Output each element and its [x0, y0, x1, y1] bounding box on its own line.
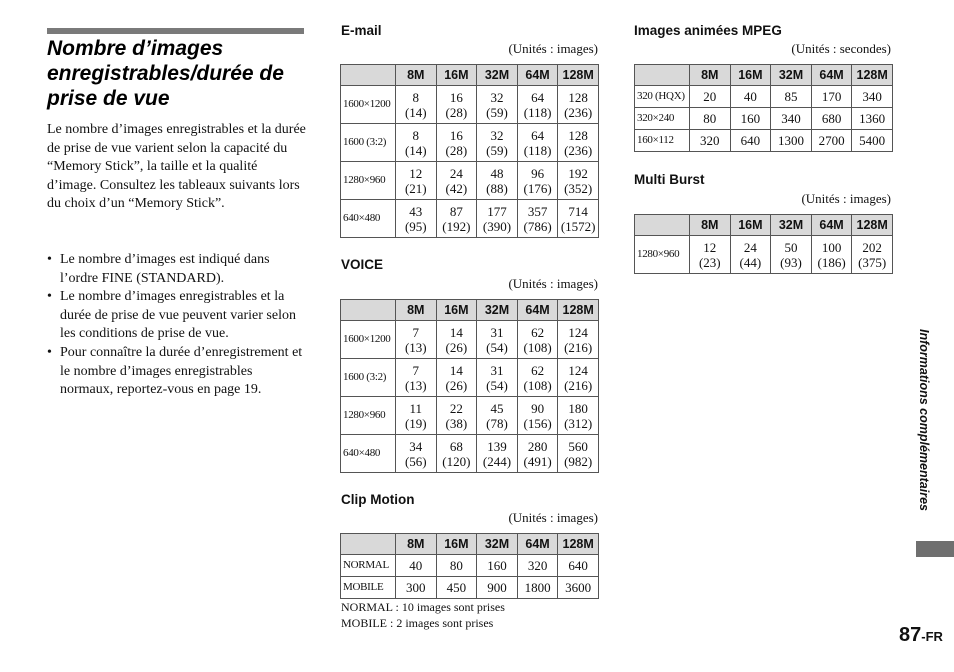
table-cell [690, 236, 731, 274]
table-cell [477, 435, 518, 473]
notes-list [47, 251, 309, 400]
table-cell [517, 359, 558, 397]
mpeg-section-title: Images animées MPEG [634, 23, 782, 38]
row-label: 160×112 [635, 130, 690, 152]
cell-value: 192 [568, 165, 588, 181]
row-label: NORMAL [341, 555, 396, 577]
cell-value-standard: (13) [404, 377, 427, 393]
cell-value-standard: (244) [482, 453, 512, 469]
cell-value: 62 [531, 362, 545, 378]
cell-value-standard: (236) [564, 142, 593, 158]
cell-value: 12 [703, 239, 717, 255]
table-cell [396, 124, 437, 162]
clip-note-normal: NORMAL : 10 images sont prises [341, 600, 505, 614]
table-cell [852, 86, 893, 108]
table-header-row [341, 300, 599, 321]
column-header: 128M [558, 534, 599, 555]
column-header: 16M [730, 215, 771, 236]
column-header: 32M [771, 65, 812, 86]
cell-value-standard: (118) [523, 104, 552, 120]
cell-value: 180 [568, 400, 588, 416]
table-cell [811, 130, 852, 152]
cell-value: 450 [446, 580, 467, 595]
page-number [899, 624, 943, 647]
table-cell [558, 359, 599, 397]
cell-value: 202 [862, 239, 882, 255]
table-cell [517, 162, 558, 200]
table-cell [558, 162, 599, 200]
table-cell [558, 124, 599, 162]
page-title: Nombre d’images enregistrables/durée de prise de vue [47, 37, 284, 110]
cell-value: 64 [531, 89, 545, 105]
cell-value: 900 [487, 580, 507, 595]
table-cell [811, 86, 852, 108]
row-label: 1600×1200 [341, 86, 396, 124]
cell-value-standard: (59) [486, 142, 508, 158]
cell-value: 12 [409, 165, 423, 181]
table-cell [517, 86, 558, 124]
cell-value: 24 [449, 165, 463, 181]
row-label: 640×480 [341, 435, 396, 473]
cell-value: 64 [531, 127, 545, 143]
cell-value-standard: (28) [445, 104, 468, 120]
cell-value-standard: (95) [404, 218, 427, 234]
table-cell [477, 359, 518, 397]
cell-value-standard: (108) [523, 339, 552, 355]
cell-value: 90 [531, 400, 545, 416]
cell-value: 32 [490, 127, 504, 143]
cell-value: 40 [409, 558, 423, 573]
clip-units: (Unités : images) [508, 510, 598, 525]
cell-value-standard: (192) [442, 218, 471, 234]
page-number-value: 87 [899, 624, 922, 646]
table-corner-cell [341, 65, 396, 86]
cell-value-standard: (186) [817, 254, 846, 270]
title-rule [47, 28, 304, 34]
cell-value: 96 [531, 165, 545, 181]
cell-value: 340 [781, 111, 801, 126]
table-cell [477, 124, 518, 162]
cell-value: 14 [449, 324, 463, 340]
burst-units: (Unités : images) [801, 191, 891, 206]
side-tab-marker [916, 541, 954, 557]
table-row [341, 200, 599, 238]
table-cell [730, 86, 771, 108]
cell-value: 124 [568, 362, 588, 378]
cell-value-standard: (44) [739, 254, 762, 270]
mpeg-table [634, 64, 893, 152]
table-cell [771, 236, 812, 274]
cell-value-standard: (26) [445, 377, 468, 393]
row-label: 1600×1200 [341, 321, 396, 359]
table-cell [558, 321, 599, 359]
table-cell [517, 321, 558, 359]
cell-value: 560 [568, 438, 588, 454]
cell-value: 48 [490, 165, 504, 181]
table-row [635, 86, 893, 108]
table-cell [436, 162, 477, 200]
row-label: 320×240 [635, 108, 690, 130]
cell-value: 128 [568, 89, 588, 105]
note-item: • Pour connaître la durée d’enregistrement et le nombre d’images enregistrables normaux, reportez-vous en page 19. [47, 344, 309, 400]
cell-value: 62 [531, 324, 545, 340]
table-row [341, 86, 599, 124]
table-cell [477, 162, 518, 200]
cell-value-standard: (23) [698, 254, 721, 270]
row-label: 1600 (3:2) [341, 124, 396, 162]
table-cell [517, 124, 558, 162]
table-cell [436, 397, 477, 435]
row-label: MOBILE [341, 577, 396, 599]
cell-value: 3600 [565, 580, 592, 595]
cell-value-standard: (13) [404, 339, 427, 355]
cell-value: 20 [703, 89, 717, 104]
clip-section-title: Clip Motion [341, 492, 415, 507]
cell-value: 357 [527, 203, 548, 219]
cell-value: 8 [412, 89, 420, 105]
mpeg-units: (Unités : secondes) [791, 41, 891, 56]
cell-value-standard: (26) [445, 339, 468, 355]
cell-value: 43 [409, 203, 423, 219]
cell-value-standard: (54) [486, 377, 508, 393]
column-header: 32M [771, 215, 812, 236]
cell-value: 80 [703, 111, 717, 126]
table-cell [852, 236, 893, 274]
row-label: 320 (HQX) [635, 86, 690, 108]
table-cell [730, 236, 771, 274]
cell-value: 100 [821, 239, 842, 255]
row-label: 1280×960 [341, 397, 396, 435]
table-cell [436, 435, 477, 473]
table-cell [396, 162, 437, 200]
page-lang-suffix: -FR [921, 629, 943, 644]
table-cell [690, 108, 731, 130]
cell-value-standard: (54) [486, 339, 508, 355]
table-cell [477, 200, 518, 238]
table-header-row [635, 215, 893, 236]
cell-value: 80 [449, 558, 463, 573]
cell-value: 87 [449, 203, 463, 219]
column-header: 8M [396, 65, 437, 86]
table-cell [558, 397, 599, 435]
cell-value: 85 [784, 89, 798, 104]
cell-value: 170 [821, 89, 842, 104]
cell-value: 177 [487, 203, 507, 219]
table-cell [517, 200, 558, 238]
table-cell [396, 86, 437, 124]
email-table [340, 64, 599, 238]
cell-value: 50 [784, 239, 798, 255]
table-header-row [341, 534, 599, 555]
column-header: 32M [477, 534, 518, 555]
cell-value: 7 [412, 362, 420, 378]
cell-value: 640 [568, 558, 588, 573]
column-header: 16M [436, 65, 477, 86]
cell-value-standard: (19) [404, 415, 427, 431]
table-corner-cell [635, 215, 690, 236]
table-corner-cell [341, 534, 396, 555]
table-row [635, 108, 893, 130]
cell-value-standard: (14) [404, 104, 427, 120]
email-units: (Unités : images) [508, 41, 598, 56]
table-cell [558, 435, 599, 473]
column-header: 16M [436, 534, 477, 555]
table-cell [477, 86, 518, 124]
column-header: 128M [852, 65, 893, 86]
table-cell [558, 555, 599, 577]
clip-table [340, 533, 599, 599]
table-cell [771, 108, 812, 130]
cell-value: 280 [527, 438, 548, 454]
column-header: 128M [558, 300, 599, 321]
column-header: 8M [396, 300, 437, 321]
cell-value-standard: (786) [523, 218, 552, 234]
table-cell [771, 130, 812, 152]
cell-value: 680 [821, 111, 842, 126]
column-header: 128M [558, 65, 599, 86]
table-cell [436, 124, 477, 162]
cell-value: 300 [406, 580, 426, 595]
cell-value-standard: (176) [523, 180, 552, 196]
cell-value-standard: (118) [523, 142, 552, 158]
table-cell [517, 577, 558, 599]
table-cell [517, 397, 558, 435]
cell-value-standard: (14) [404, 142, 427, 158]
table-cell [396, 359, 437, 397]
table-cell [477, 577, 518, 599]
table-cell [396, 577, 437, 599]
table-row [341, 435, 599, 473]
column-header: 64M [517, 300, 558, 321]
cell-value: 14 [449, 362, 463, 378]
cell-value: 714 [568, 203, 588, 219]
table-cell [436, 86, 477, 124]
cell-value-standard: (93) [780, 254, 802, 270]
cell-value: 45 [490, 400, 504, 416]
email-section-title: E-mail [341, 23, 382, 38]
table-row [635, 236, 893, 274]
cell-value-standard: (88) [486, 180, 508, 196]
table-cell [811, 108, 852, 130]
column-header: 64M [811, 65, 852, 86]
cell-value-standard: (312) [564, 415, 593, 431]
column-header: 32M [477, 65, 518, 86]
cell-value: 1360 [859, 111, 886, 126]
table-cell [517, 435, 558, 473]
table-cell [436, 555, 477, 577]
table-cell [436, 577, 477, 599]
column-header: 8M [690, 65, 731, 86]
table-cell [558, 200, 599, 238]
row-label: 640×480 [341, 200, 396, 238]
column-header: 64M [517, 534, 558, 555]
cell-value: 160 [487, 558, 507, 573]
cell-value: 139 [487, 438, 507, 454]
cell-value-standard: (28) [445, 142, 468, 158]
table-row [341, 555, 599, 577]
cell-value-standard: (491) [523, 453, 552, 469]
clip-note-mobile: MOBILE : 2 images sont prises [341, 616, 494, 630]
cell-value-standard: (38) [445, 415, 468, 431]
cell-value: 31 [490, 362, 504, 378]
column-header: 128M [852, 215, 893, 236]
table-cell [396, 200, 437, 238]
table-cell [436, 359, 477, 397]
table-cell [396, 555, 437, 577]
intro-paragraph: Le nombre d’images enregistrables et la durée de prise de vue varient selon la capacité du “Memory Stick”, la taille et la qualité d’image. Consultez les tableaux suivants lors du choix d’un “Memory Stick”. [47, 122, 306, 212]
table-corner-cell [341, 300, 396, 321]
table-cell [436, 200, 477, 238]
cell-value-standard: (375) [858, 254, 887, 270]
cell-value: 40 [743, 89, 757, 104]
table-header-row [635, 65, 893, 86]
table-cell [690, 86, 731, 108]
table-cell [771, 86, 812, 108]
table-cell [811, 236, 852, 274]
burst-table [634, 214, 893, 274]
cell-value: 31 [490, 324, 504, 340]
cell-value-standard: (56) [404, 453, 427, 469]
row-label: 1600 (3:2) [341, 359, 396, 397]
cell-value-standard: (21) [404, 180, 427, 196]
cell-value-standard: (59) [486, 104, 508, 120]
table-header-row [341, 65, 599, 86]
cell-value: 16 [449, 127, 463, 143]
cell-value: 7 [412, 324, 420, 340]
column-header: 64M [517, 65, 558, 86]
note-item: • Le nombre d’images est indiqué dans l’ordre FINE (STANDARD). [47, 251, 309, 288]
cell-value: 32 [490, 89, 504, 105]
cell-value: 16 [449, 89, 463, 105]
cell-value-standard: (42) [445, 180, 468, 196]
cell-value-standard: (120) [442, 453, 471, 469]
cell-value-standard: (982) [564, 453, 593, 469]
table-cell [477, 321, 518, 359]
row-label: 1280×960 [341, 162, 396, 200]
row-label: 1280×960 [635, 236, 690, 274]
cell-value-standard: (236) [564, 104, 593, 120]
column-header: 16M [436, 300, 477, 321]
table-cell [730, 108, 771, 130]
table-corner-cell [635, 65, 690, 86]
cell-value: 11 [409, 400, 423, 416]
table-row [341, 321, 599, 359]
cell-value: 128 [568, 127, 588, 143]
cell-value: 1800 [524, 580, 551, 595]
cell-value: 8 [412, 127, 420, 143]
cell-value: 24 [743, 239, 757, 255]
cell-value-standard: (1572) [560, 218, 596, 234]
cell-value: 1300 [777, 133, 804, 148]
table-cell [477, 397, 518, 435]
cell-value-standard: (78) [486, 415, 508, 431]
cell-value-standard: (352) [564, 180, 593, 196]
cell-value-standard: (216) [564, 339, 593, 355]
table-cell [558, 577, 599, 599]
cell-value: 2700 [818, 133, 845, 148]
cell-value-standard: (108) [523, 377, 552, 393]
table-cell [558, 86, 599, 124]
table-cell [396, 435, 437, 473]
table-cell [396, 397, 437, 435]
table-cell [436, 321, 477, 359]
table-cell [852, 130, 893, 152]
table-cell [852, 108, 893, 130]
cell-value: 320 [700, 133, 720, 148]
table-row [341, 124, 599, 162]
cell-value: 5400 [859, 133, 886, 148]
cell-value: 340 [862, 89, 882, 104]
table-cell [690, 130, 731, 152]
column-header: 8M [690, 215, 731, 236]
table-cell [517, 555, 558, 577]
cell-value-standard: (390) [482, 218, 512, 234]
table-row [341, 162, 599, 200]
table-row [635, 130, 893, 152]
note-item: • Le nombre d’images enregistrables et la durée de prise de vue peuvent varier selon les conditions de prise de vue. [47, 288, 309, 344]
table-row [341, 397, 599, 435]
voice-table [340, 299, 599, 473]
table-cell [396, 321, 437, 359]
column-header: 64M [811, 215, 852, 236]
cell-value: 160 [740, 111, 761, 126]
column-header: 8M [396, 534, 437, 555]
table-row [341, 577, 599, 599]
column-header: 16M [730, 65, 771, 86]
cell-value: 22 [449, 400, 463, 416]
voice-units: (Unités : images) [508, 276, 598, 291]
cell-value: 34 [409, 438, 423, 454]
column-header: 32M [477, 300, 518, 321]
side-section-label: Informations complémentaires [917, 329, 931, 511]
burst-section-title: Multi Burst [634, 172, 705, 187]
table-row [341, 359, 599, 397]
cell-value: 124 [568, 324, 588, 340]
table-cell [730, 130, 771, 152]
table-cell [477, 555, 518, 577]
cell-value: 320 [527, 558, 548, 573]
cell-value-standard: (156) [523, 415, 552, 431]
cell-value: 68 [449, 438, 463, 454]
cell-value-standard: (216) [564, 377, 593, 393]
voice-section-title: VOICE [341, 257, 384, 272]
cell-value: 640 [740, 133, 761, 148]
